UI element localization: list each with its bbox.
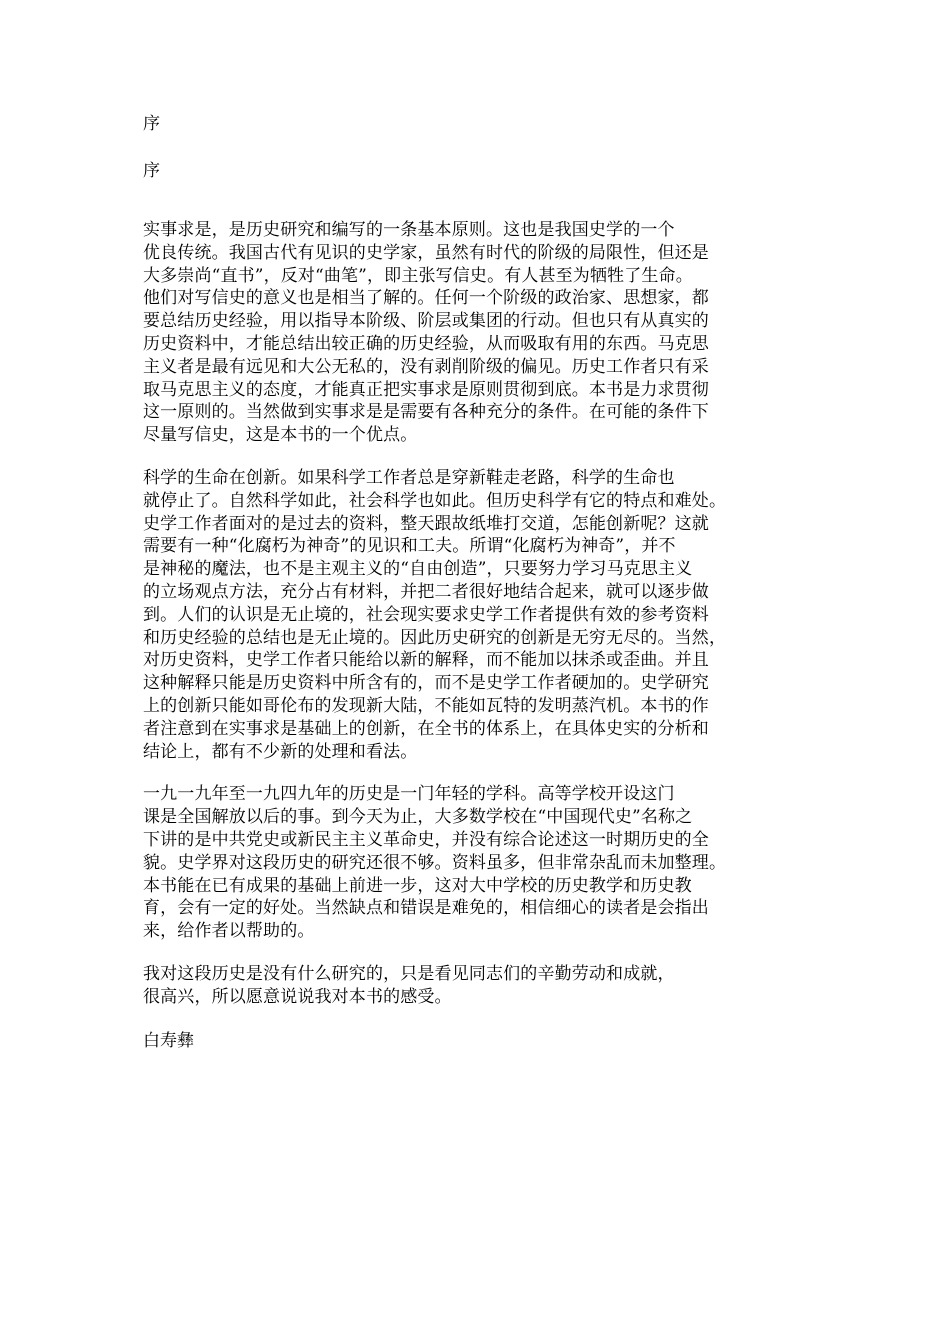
- paragraph-1: [143, 219, 793, 447]
- paragraph-line: 上的创新只能如哥伦布的发现新大陆，不能如瓦特的发明蒸汽机。本书的作: [143, 695, 709, 716]
- paragraph-line: 优良传统。我国古代有见识的史学家，虽然有时代的阶级的局限性，但还是: [143, 242, 709, 263]
- paragraph-line: 是神秘的魔法，也不是主观主义的“自由创造”，只要努力学习马克思主义: [143, 559, 693, 580]
- paragraph-line: 貌。史学界对这段历史的研究还很不够。资料虽多，但非常杂乱而未加整理。: [143, 852, 727, 873]
- paragraph-line: 史学工作者面对的是过去的资料，整天跟故纸堆打交道，怎能创新呢？这就: [143, 513, 709, 534]
- paragraph-line: 主义者是最有远见和大公无私的，没有剥削阶级的偏见。历史工作者只有采: [143, 356, 709, 377]
- heading-preface-repeat: 序: [143, 161, 160, 181]
- paragraph-line: 大多崇尚“直书”，反对“曲笔”，即主张写信史。有人甚至为牺牲了生命。: [143, 265, 693, 286]
- paragraph-line: 的立场观点方法，充分占有材料，并把二者很好地结合起来，就可以逐步做: [143, 581, 709, 602]
- paragraph-line: 课是全国解放以后的事。到今天为止，大多数学校在“中国现代史”名称之: [143, 807, 693, 828]
- paragraph-line: 和历史经验的总结也是无止境的。因此历史研究的创新是无穷无尽的。当然，: [143, 627, 727, 648]
- paragraph-line: 这种解释只能是历史资料中所含有的，而不是史学工作者硬加的。史学研究: [143, 673, 709, 694]
- paragraph-line: 本书能在已有成果的基础上前进一步，这对大中学校的历史教学和历史教: [143, 875, 692, 896]
- paragraph-line: 我对这段历史是没有什么研究的，只是看见同志们的辛勤劳动和成就，: [143, 963, 675, 984]
- author-signature: 白寿彝: [143, 1030, 194, 1051]
- paragraph-line: 他们对写信史的意义也是相当了解的。任何一个阶级的政治家、思想家，都: [143, 288, 709, 309]
- paragraph-line: 就停止了。自然科学如此，社会科学也如此。但历史科学有它的特点和难处。: [143, 490, 727, 511]
- paragraph-line: 者注意到在实事求是基础上的创新，在全书的体系上，在具体史实的分析和: [143, 718, 709, 739]
- paragraph-line: 科学的生命在创新。如果科学工作者总是穿新鞋走老路，科学的生命也: [143, 467, 675, 488]
- paragraph-4: [143, 963, 793, 1009]
- paragraph-line: 来，给作者以帮助的。: [143, 921, 315, 942]
- paragraph-line: 结论上，都有不少新的处理和看法。: [143, 741, 418, 762]
- preface-body: [143, 219, 793, 1009]
- paragraph-line: 育，会有一定的好处。当然缺点和错误是难免的，相信细心的读者是会指出: [143, 898, 709, 919]
- paragraph-line: 对历史资料，史学工作者只能给以新的解释，而不能加以抹杀或歪曲。并且: [143, 650, 709, 671]
- paragraph-line: 这一原则的。当然做到实事求是是需要有各种充分的条件。在可能的条件下: [143, 402, 709, 423]
- paragraph-line: 需要有一种“化腐朽为神奇”的见识和工夫。所谓“化腐朽为神奇”，并不: [143, 536, 676, 557]
- paragraph-2: [143, 467, 793, 763]
- paragraph-line: 很高兴，所以愿意说说我对本书的感受。: [143, 986, 452, 1007]
- heading-preface: 序: [143, 114, 160, 134]
- paragraph-line: 历史资料中，才能总结出较正确的历史经验，从而吸取有用的东西。马克思: [143, 333, 709, 354]
- paragraph-line: 要总结历史经验，用以指导本阶级、阶层或集团的行动。但也只有从真实的: [143, 311, 709, 332]
- document-page: [143, 112, 793, 1053]
- paragraph-line: 一九一九年至一九四九年的历史是一门年轻的学科。高等学校开设这门: [143, 784, 675, 805]
- paragraph-line: 到。人们的认识是无止境的，社会现实要求史学工作者提供有效的参考资料: [143, 604, 709, 625]
- paragraph-line: 取马克思主义的态度，才能真正把实事求是原则贯彻到底。本书是力求贯彻: [143, 379, 709, 400]
- paragraph-line: 实事求是，是历史研究和编写的一条基本原则。这也是我国史学的一个: [143, 220, 675, 240]
- paragraph-line: 下讲的是中共党史或新民主主义革命史，并没有综合论述这一时期历史的全: [143, 829, 709, 850]
- paragraph-3: [143, 783, 793, 943]
- paragraph-line: 尽量写信史，这是本书的一个优点。: [143, 425, 418, 446]
